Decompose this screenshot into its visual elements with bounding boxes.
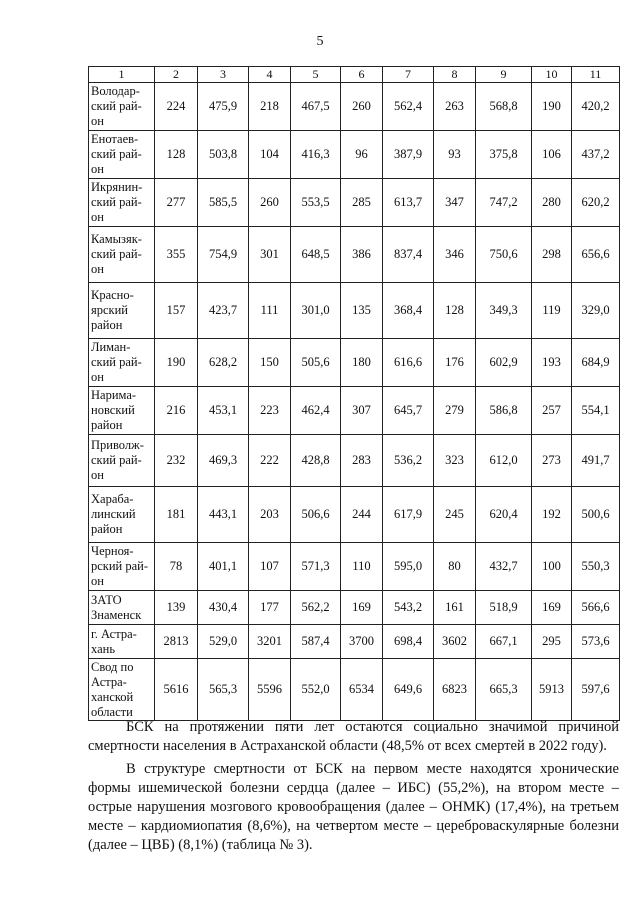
value-cell: 107 [249, 543, 291, 591]
value-cell: 750,6 [476, 227, 532, 283]
value-cell: 3700 [341, 625, 383, 659]
table-row [89, 179, 620, 227]
mortality-table [88, 66, 620, 721]
value-cell: 585,5 [198, 179, 249, 227]
value-cell: 263 [434, 83, 476, 131]
value-cell: 571,3 [291, 543, 341, 591]
value-cell: 566,6 [572, 591, 620, 625]
value-cell: 192 [532, 487, 572, 543]
value-cell: 283 [341, 435, 383, 487]
value-cell: 416,3 [291, 131, 341, 179]
table-row [89, 339, 620, 387]
region-cell: Приволж-ский рай-он [89, 435, 155, 487]
value-cell: 119 [532, 283, 572, 339]
value-cell: 428,8 [291, 435, 341, 487]
value-cell: 656,6 [572, 227, 620, 283]
value-cell: 5596 [249, 659, 291, 721]
value-cell: 3201 [249, 625, 291, 659]
table-row [89, 387, 620, 435]
table-row [89, 591, 620, 625]
value-cell: 617,9 [383, 487, 434, 543]
value-cell: 602,9 [476, 339, 532, 387]
value-cell: 754,9 [198, 227, 249, 283]
value-cell: 553,5 [291, 179, 341, 227]
value-cell: 110 [341, 543, 383, 591]
value-cell: 106 [532, 131, 572, 179]
value-cell: 616,6 [383, 339, 434, 387]
region-cell: Икрянин-ский рай-он [89, 179, 155, 227]
value-cell: 620,2 [572, 179, 620, 227]
paragraph-1: БСК на протяжении пяти лет остаются социально значимой причиной смертности населения в Астраханской области (48,5% от всех смертей в 2022 году). [88, 719, 619, 754]
value-cell: 597,6 [572, 659, 620, 721]
value-cell: 505,6 [291, 339, 341, 387]
header-row [89, 67, 620, 83]
value-cell: 437,2 [572, 131, 620, 179]
table-row [89, 131, 620, 179]
value-cell: 6823 [434, 659, 476, 721]
table-row [89, 435, 620, 487]
value-cell: 216 [155, 387, 198, 435]
value-cell: 169 [341, 591, 383, 625]
region-cell: Свод по Астра-ханской области [89, 659, 155, 721]
value-cell: 506,6 [291, 487, 341, 543]
value-cell: 375,8 [476, 131, 532, 179]
value-cell: 628,2 [198, 339, 249, 387]
value-cell: 323 [434, 435, 476, 487]
value-cell: 128 [155, 131, 198, 179]
value-cell: 224 [155, 83, 198, 131]
value-cell: 368,4 [383, 283, 434, 339]
table-row [89, 227, 620, 283]
value-cell: 443,1 [198, 487, 249, 543]
paragraph-2: В структуре смертности от БСК на первом месте находятся хронические формы ишемической болезни сердца (далее – ИБС) (55,2%), на втором месте – острые нарушения мозгового кровообращения (далее – ОНМК) (17,4%), на третьем месте – кардиомиопатия (8,6%), на четвертом месте – цереброваскулярные болезни (далее – ЦВБ) (8,1%) (таблица № 3). [88, 761, 619, 853]
value-cell: 223 [249, 387, 291, 435]
value-cell: 503,8 [198, 131, 249, 179]
value-cell: 298 [532, 227, 572, 283]
value-cell: 387,9 [383, 131, 434, 179]
value-cell: 139 [155, 591, 198, 625]
value-cell: 613,7 [383, 179, 434, 227]
table-row [89, 625, 620, 659]
column-header: 3 [198, 67, 249, 83]
value-cell: 280 [532, 179, 572, 227]
value-cell: 157 [155, 283, 198, 339]
region-cell: Харaба-линский район [89, 487, 155, 543]
value-cell: 648,5 [291, 227, 341, 283]
value-cell: 645,7 [383, 387, 434, 435]
value-cell: 301 [249, 227, 291, 283]
column-header: 2 [155, 67, 198, 83]
value-cell: 260 [249, 179, 291, 227]
table-row [89, 83, 620, 131]
value-cell: 500,6 [572, 487, 620, 543]
value-cell: 180 [341, 339, 383, 387]
value-cell: 2813 [155, 625, 198, 659]
value-cell: 565,3 [198, 659, 249, 721]
value-cell: 6534 [341, 659, 383, 721]
value-cell: 649,6 [383, 659, 434, 721]
value-cell: 467,5 [291, 83, 341, 131]
value-cell: 568,8 [476, 83, 532, 131]
value-cell: 100 [532, 543, 572, 591]
value-cell: 273 [532, 435, 572, 487]
value-cell: 279 [434, 387, 476, 435]
value-cell: 203 [249, 487, 291, 543]
value-cell: 193 [532, 339, 572, 387]
body-text [88, 718, 619, 859]
value-cell: 684,9 [572, 339, 620, 387]
value-cell: 518,9 [476, 591, 532, 625]
value-cell: 257 [532, 387, 572, 435]
column-header: 1 [89, 67, 155, 83]
value-cell: 307 [341, 387, 383, 435]
table-body [89, 83, 620, 721]
table-row [89, 543, 620, 591]
value-cell: 586,8 [476, 387, 532, 435]
value-cell: 420,2 [572, 83, 620, 131]
region-cell: г. Астра-хань [89, 625, 155, 659]
value-cell: 453,1 [198, 387, 249, 435]
column-header: 6 [341, 67, 383, 83]
value-cell: 573,6 [572, 625, 620, 659]
region-cell: Лиман-ский рай-он [89, 339, 155, 387]
value-cell: 5616 [155, 659, 198, 721]
table-row [89, 487, 620, 543]
column-header: 11 [572, 67, 620, 83]
value-cell: 346 [434, 227, 476, 283]
region-cell: Енотаев-ский рай-он [89, 131, 155, 179]
value-cell: 176 [434, 339, 476, 387]
value-cell: 80 [434, 543, 476, 591]
value-cell: 222 [249, 435, 291, 487]
column-header: 9 [476, 67, 532, 83]
value-cell: 432,7 [476, 543, 532, 591]
value-cell: 430,4 [198, 591, 249, 625]
value-cell: 245 [434, 487, 476, 543]
value-cell: 260 [341, 83, 383, 131]
value-cell: 698,4 [383, 625, 434, 659]
value-cell: 475,9 [198, 83, 249, 131]
value-cell: 349,3 [476, 283, 532, 339]
value-cell: 491,7 [572, 435, 620, 487]
value-cell: 277 [155, 179, 198, 227]
region-cell: Камызяк-ский рай-он [89, 227, 155, 283]
value-cell: 462,4 [291, 387, 341, 435]
column-header: 7 [383, 67, 434, 83]
column-header: 5 [291, 67, 341, 83]
value-cell: 562,2 [291, 591, 341, 625]
value-cell: 562,4 [383, 83, 434, 131]
value-cell: 423,7 [198, 283, 249, 339]
value-cell: 169 [532, 591, 572, 625]
value-cell: 665,3 [476, 659, 532, 721]
value-cell: 747,2 [476, 179, 532, 227]
value-cell: 595,0 [383, 543, 434, 591]
value-cell: 612,0 [476, 435, 532, 487]
value-cell: 329,0 [572, 283, 620, 339]
value-cell: 529,0 [198, 625, 249, 659]
value-cell: 161 [434, 591, 476, 625]
value-cell: 620,4 [476, 487, 532, 543]
value-cell: 244 [341, 487, 383, 543]
value-cell: 104 [249, 131, 291, 179]
table-row [89, 283, 620, 339]
value-cell: 232 [155, 435, 198, 487]
value-cell: 543,2 [383, 591, 434, 625]
value-cell: 150 [249, 339, 291, 387]
column-header: 10 [532, 67, 572, 83]
value-cell: 295 [532, 625, 572, 659]
value-cell: 552,0 [291, 659, 341, 721]
region-cell: Черноя-рский рай-он [89, 543, 155, 591]
value-cell: 3602 [434, 625, 476, 659]
value-cell: 401,1 [198, 543, 249, 591]
region-cell: Нарима-новский район [89, 387, 155, 435]
value-cell: 190 [532, 83, 572, 131]
value-cell: 355 [155, 227, 198, 283]
value-cell: 218 [249, 83, 291, 131]
value-cell: 190 [155, 339, 198, 387]
region-cell: ЗАТО Знаменск [89, 591, 155, 625]
value-cell: 550,3 [572, 543, 620, 591]
value-cell: 135 [341, 283, 383, 339]
value-cell: 96 [341, 131, 383, 179]
value-cell: 469,3 [198, 435, 249, 487]
value-cell: 181 [155, 487, 198, 543]
region-cell: Володар-ский рай-он [89, 83, 155, 131]
value-cell: 177 [249, 591, 291, 625]
value-cell: 536,2 [383, 435, 434, 487]
table-row [89, 659, 620, 721]
value-cell: 347 [434, 179, 476, 227]
table-header [89, 67, 620, 83]
value-cell: 554,1 [572, 387, 620, 435]
value-cell: 587,4 [291, 625, 341, 659]
value-cell: 111 [249, 283, 291, 339]
column-header: 4 [249, 67, 291, 83]
value-cell: 837,4 [383, 227, 434, 283]
value-cell: 386 [341, 227, 383, 283]
value-cell: 667,1 [476, 625, 532, 659]
region-cell: Красно-ярский район [89, 283, 155, 339]
value-cell: 301,0 [291, 283, 341, 339]
value-cell: 128 [434, 283, 476, 339]
value-cell: 93 [434, 131, 476, 179]
value-cell: 5913 [532, 659, 572, 721]
page-number: 5 [316, 34, 324, 49]
value-cell: 285 [341, 179, 383, 227]
value-cell: 78 [155, 543, 198, 591]
column-header: 8 [434, 67, 476, 83]
